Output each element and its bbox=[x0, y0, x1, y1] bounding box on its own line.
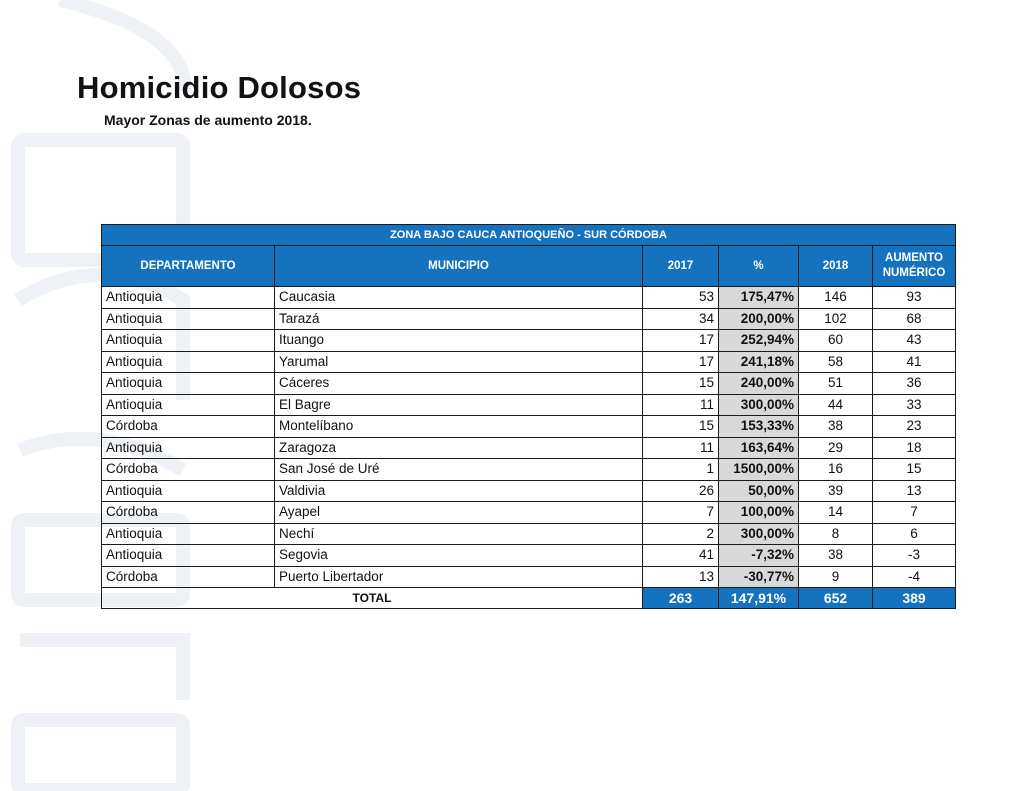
page-title: Homicidio Dolosos bbox=[77, 70, 362, 105]
table-row bbox=[102, 351, 956, 373]
cell-2018: 16 bbox=[799, 459, 873, 481]
cell-aumento: 7 bbox=[873, 502, 956, 524]
table-row bbox=[102, 459, 956, 481]
total-2017: 263 bbox=[643, 588, 719, 609]
cell-pct: 300,00% bbox=[719, 523, 799, 545]
cell-municipio: Caucasia bbox=[275, 287, 643, 309]
page-subtitle: Mayor Zonas de aumento 2018. bbox=[104, 112, 312, 128]
cell-aumento: 33 bbox=[873, 394, 956, 416]
cell-pct: 252,94% bbox=[719, 330, 799, 352]
cell-aumento: 41 bbox=[873, 351, 956, 373]
cell-2017: 15 bbox=[643, 416, 719, 438]
cell-2018: 102 bbox=[799, 308, 873, 330]
cell-municipio: Cáceres bbox=[275, 373, 643, 395]
cell-aumento: 13 bbox=[873, 480, 956, 502]
cell-municipio: San José de Uré bbox=[275, 459, 643, 481]
table-row bbox=[102, 523, 956, 545]
cell-pct: 153,33% bbox=[719, 416, 799, 438]
cell-departamento: Antioquia bbox=[102, 330, 275, 352]
cell-municipio: Ayapel bbox=[275, 502, 643, 524]
cell-aumento: 36 bbox=[873, 373, 956, 395]
cell-2018: 38 bbox=[799, 545, 873, 567]
zone-title: ZONA BAJO CAUCA ANTIOQUEÑO - SUR CÓRDOBA bbox=[102, 225, 956, 246]
cell-2017: 17 bbox=[643, 351, 719, 373]
cell-2017: 17 bbox=[643, 330, 719, 352]
cell-municipio: El Bagre bbox=[275, 394, 643, 416]
table-row bbox=[102, 416, 956, 438]
cell-aumento: 15 bbox=[873, 459, 956, 481]
cell-municipio: Tarazá bbox=[275, 308, 643, 330]
cell-departamento: Córdoba bbox=[102, 566, 275, 588]
cell-pct: 100,00% bbox=[719, 502, 799, 524]
table-row bbox=[102, 545, 956, 567]
total-row bbox=[102, 588, 956, 609]
cell-pct: 240,00% bbox=[719, 373, 799, 395]
cell-aumento: 6 bbox=[873, 523, 956, 545]
cell-2018: 9 bbox=[799, 566, 873, 588]
table-row bbox=[102, 308, 956, 330]
cell-departamento: Antioquia bbox=[102, 545, 275, 567]
cell-municipio: Zaragoza bbox=[275, 437, 643, 459]
cell-municipio: Segovia bbox=[275, 545, 643, 567]
cell-departamento: Antioquia bbox=[102, 308, 275, 330]
cell-pct: 241,18% bbox=[719, 351, 799, 373]
cell-aumento: 18 bbox=[873, 437, 956, 459]
cell-aumento: 43 bbox=[873, 330, 956, 352]
cell-2018: 29 bbox=[799, 437, 873, 459]
cell-pct: 163,64% bbox=[719, 437, 799, 459]
table-row bbox=[102, 437, 956, 459]
table-row bbox=[102, 394, 956, 416]
cell-municipio: Yarumal bbox=[275, 351, 643, 373]
cell-2017: 26 bbox=[643, 480, 719, 502]
col-header-departamento: DEPARTAMENTO bbox=[102, 246, 275, 287]
table-row bbox=[102, 287, 956, 309]
cell-departamento: Antioquia bbox=[102, 287, 275, 309]
total-aumento: 389 bbox=[873, 588, 956, 609]
cell-departamento: Antioquia bbox=[102, 394, 275, 416]
table-row bbox=[102, 373, 956, 395]
cell-departamento: Antioquia bbox=[102, 480, 275, 502]
cell-2017: 41 bbox=[643, 545, 719, 567]
cell-2018: 38 bbox=[799, 416, 873, 438]
table-row bbox=[102, 330, 956, 352]
cell-pct: -30,77% bbox=[719, 566, 799, 588]
cell-2018: 58 bbox=[799, 351, 873, 373]
cell-pct: 300,00% bbox=[719, 394, 799, 416]
cell-aumento: -3 bbox=[873, 545, 956, 567]
cell-2017: 2 bbox=[643, 523, 719, 545]
cell-2018: 51 bbox=[799, 373, 873, 395]
cell-municipio: Puerto Libertador bbox=[275, 566, 643, 588]
cell-departamento: Córdoba bbox=[102, 459, 275, 481]
cell-pct: -7,32% bbox=[719, 545, 799, 567]
col-header-municipio: MUNICIPIO bbox=[275, 246, 643, 287]
cell-2017: 11 bbox=[643, 394, 719, 416]
cell-2017: 53 bbox=[643, 287, 719, 309]
cell-municipio: Ituango bbox=[275, 330, 643, 352]
cell-2018: 44 bbox=[799, 394, 873, 416]
homicides-table bbox=[101, 224, 956, 609]
cell-municipio: Valdivia bbox=[275, 480, 643, 502]
column-headers bbox=[102, 246, 956, 287]
cell-aumento: 93 bbox=[873, 287, 956, 309]
table-row bbox=[102, 480, 956, 502]
cell-pct: 50,00% bbox=[719, 480, 799, 502]
cell-2017: 11 bbox=[643, 437, 719, 459]
cell-aumento: -4 bbox=[873, 566, 956, 588]
col-header-aumento: AUMENTO NUMÉRICO bbox=[873, 246, 956, 287]
cell-departamento: Córdoba bbox=[102, 416, 275, 438]
table-row bbox=[102, 502, 956, 524]
col-header-pct: % bbox=[719, 246, 799, 287]
cell-2017: 7 bbox=[643, 502, 719, 524]
cell-aumento: 23 bbox=[873, 416, 956, 438]
cell-pct: 1500,00% bbox=[719, 459, 799, 481]
table-row bbox=[102, 566, 956, 588]
cell-departamento: Córdoba bbox=[102, 502, 275, 524]
cell-2017: 1 bbox=[643, 459, 719, 481]
cell-departamento: Antioquia bbox=[102, 351, 275, 373]
cell-departamento: Antioquia bbox=[102, 437, 275, 459]
cell-2017: 13 bbox=[643, 566, 719, 588]
cell-2018: 39 bbox=[799, 480, 873, 502]
cell-2017: 15 bbox=[643, 373, 719, 395]
cell-2018: 8 bbox=[799, 523, 873, 545]
cell-2018: 14 bbox=[799, 502, 873, 524]
total-pct: 147,91% bbox=[719, 588, 799, 609]
cell-aumento: 68 bbox=[873, 308, 956, 330]
cell-departamento: Antioquia bbox=[102, 523, 275, 545]
cell-municipio: Nechí bbox=[275, 523, 643, 545]
total-label: TOTAL bbox=[102, 588, 643, 609]
cell-pct: 175,47% bbox=[719, 287, 799, 309]
col-header-2018: 2018 bbox=[799, 246, 873, 287]
total-2018: 652 bbox=[799, 588, 873, 609]
col-header-2017: 2017 bbox=[643, 246, 719, 287]
cell-2018: 60 bbox=[799, 330, 873, 352]
cell-2018: 146 bbox=[799, 287, 873, 309]
cell-municipio: Montelíbano bbox=[275, 416, 643, 438]
cell-departamento: Antioquia bbox=[102, 373, 275, 395]
cell-pct: 200,00% bbox=[719, 308, 799, 330]
cell-2017: 34 bbox=[643, 308, 719, 330]
